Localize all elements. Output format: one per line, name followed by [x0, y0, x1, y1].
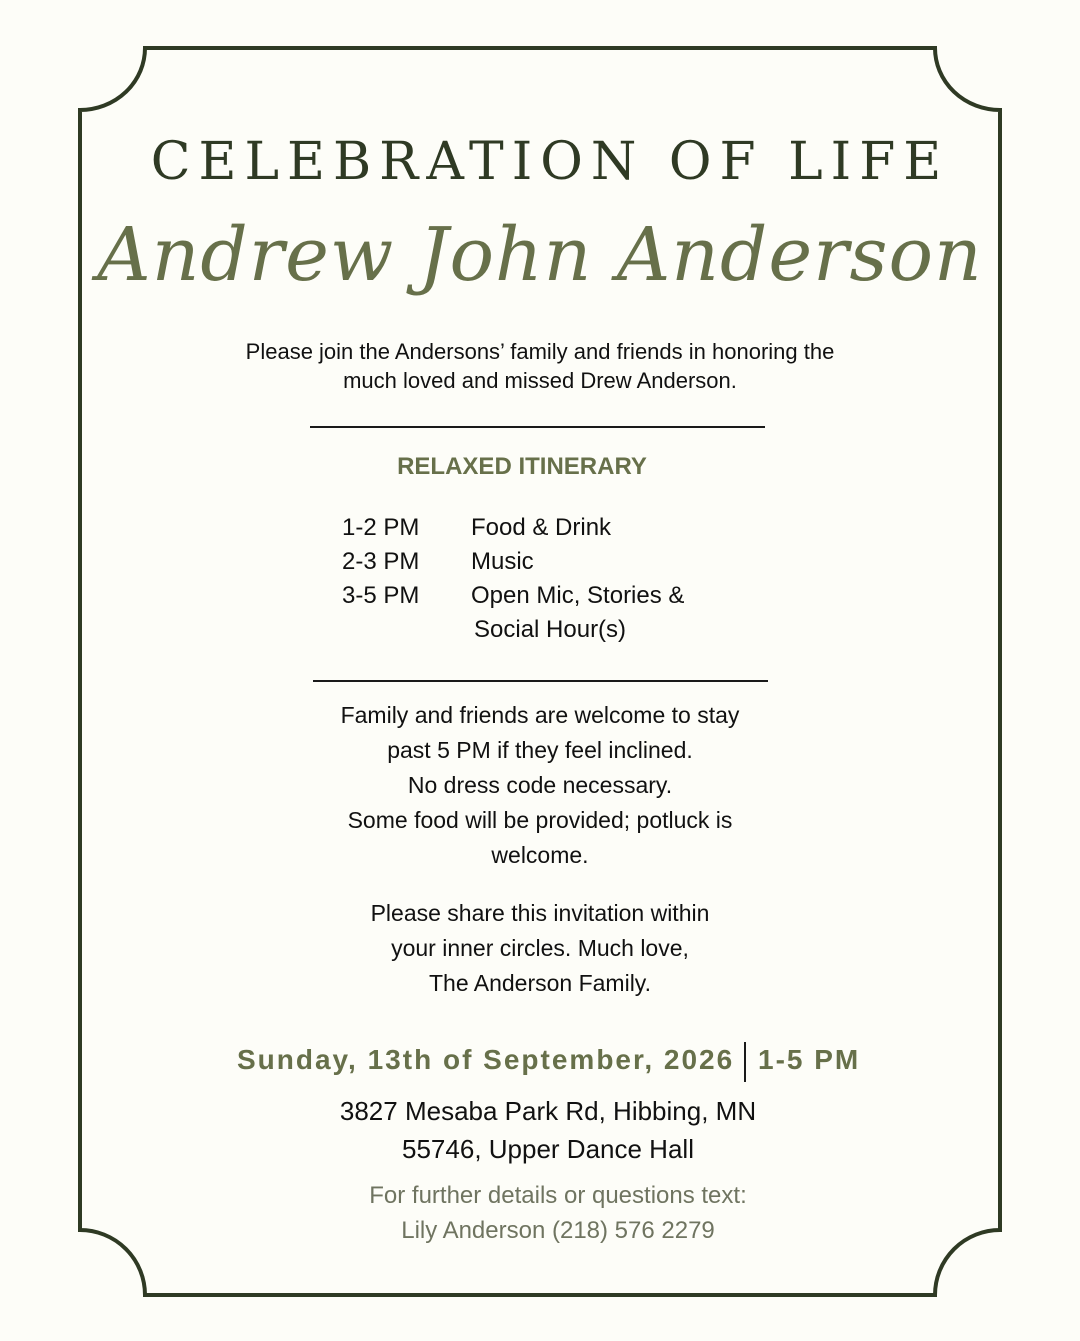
address-line: 3827 Mesaba Park Rd, Hibbing, MN — [339, 1096, 757, 1126]
share-message — [0, 896, 1080, 1001]
itinerary-time: 2-3 PM — [342, 548, 420, 575]
divider — [310, 426, 765, 428]
itinerary-activity: Food & Drink — [471, 514, 612, 541]
contact-info — [18, 1178, 1080, 1248]
event-notes — [0, 698, 1080, 873]
note-line: past 5 PM if they feel inclined. — [387, 737, 693, 763]
divider — [313, 680, 768, 682]
itinerary-activity: Social Hour(s) — [474, 616, 627, 643]
itinerary-time: 3-5 PM — [342, 582, 420, 609]
note-line: No dress code necessary. — [407, 772, 673, 798]
note-line: welcome. — [491, 842, 589, 868]
itinerary-activity: Open Mic, Stories & — [471, 582, 685, 609]
event-time: 1-5 PM — [758, 1044, 861, 1075]
date-separator — [744, 1042, 746, 1082]
page-title: CELEBRATION OF LIFE — [150, 132, 950, 192]
share-line: your inner circles. Much love, — [391, 935, 689, 961]
share-line: Please share this invitation within — [370, 900, 710, 926]
contact-line: Lily Anderson (218) 576 2279 — [401, 1217, 715, 1244]
note-line: Some food will be provided; potluck is — [347, 807, 733, 833]
intro-line: Please join the Andersons’ family and friends in honoring the — [245, 339, 835, 364]
contact-line: For further details or questions text: — [369, 1182, 747, 1209]
intro-line: much loved and missed Drew Anderson. — [343, 368, 737, 393]
itinerary-heading: RELAXED ITINERARY — [397, 453, 647, 480]
event-date: Sunday, 13th of September, 2026 — [237, 1044, 735, 1075]
itinerary-time: 1-2 PM — [342, 514, 420, 541]
share-line: The Anderson Family. — [428, 970, 651, 996]
intro-text — [0, 337, 1080, 395]
itinerary-activity: Music — [471, 548, 534, 575]
note-line: Family and friends are welcome to stay — [340, 702, 740, 728]
address-line: 55746, Upper Dance Hall — [402, 1134, 694, 1164]
honoree-name: Andrew John Anderson — [97, 212, 983, 298]
event-address — [8, 1092, 1080, 1168]
